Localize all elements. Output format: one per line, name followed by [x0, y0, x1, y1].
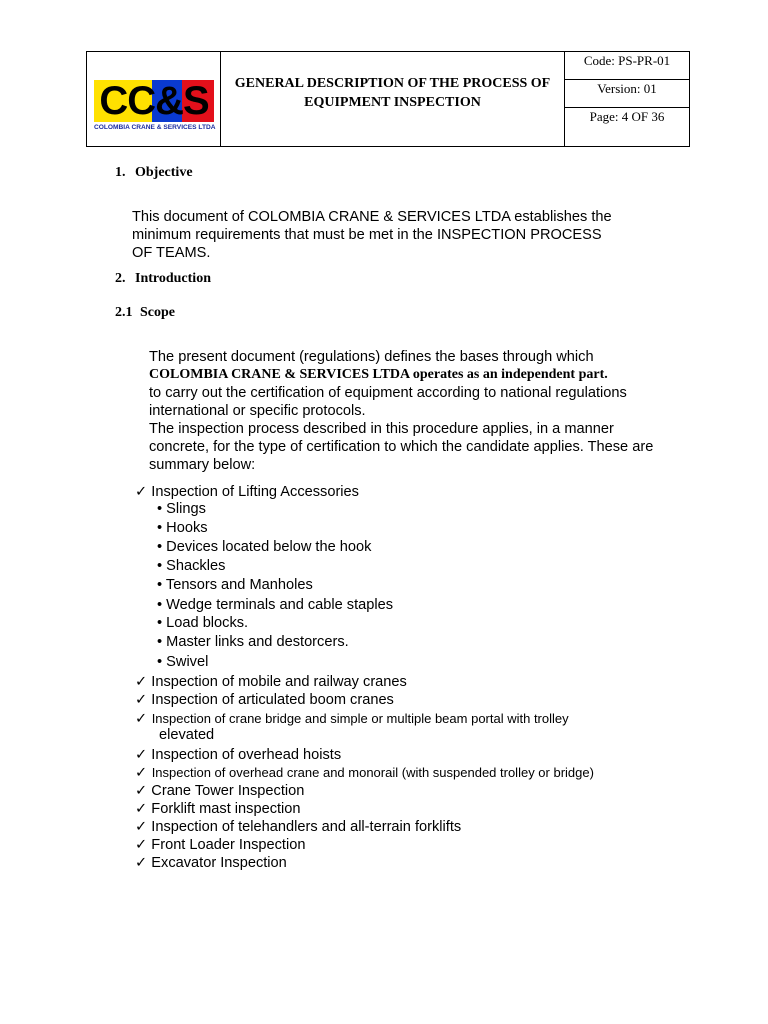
title-line-1: GENERAL DESCRIPTION OF THE PROCESS OF: [234, 76, 551, 91]
company-logo: [94, 80, 214, 134]
bullet-icon: •: [157, 520, 167, 536]
title-cell: [221, 52, 565, 146]
sub-list-item: • Shackles: [157, 558, 226, 574]
scope-line-2-bold: COLOMBIA CRANE & SERVICES LTDA operates as an independent part.: [149, 367, 608, 382]
check-icon: ✓: [135, 783, 148, 799]
bullet-icon: •: [157, 577, 166, 593]
list-item: ✓ Crane Tower Inspection: [135, 783, 305, 799]
logo-text: CC&S: [99, 79, 209, 123]
section-1-heading: Objective: [135, 165, 193, 180]
section-2-1-heading: Scope: [140, 305, 175, 320]
sub-list-item: • Master links and destorcers.: [157, 634, 349, 650]
sub-list-item: • Slings: [157, 501, 206, 517]
bullet-icon: •: [157, 654, 167, 670]
section-2-1-number: 2.1: [115, 305, 133, 320]
check-icon: ✓: [135, 747, 148, 763]
meta-cell: [565, 52, 689, 146]
document-title: [235, 74, 550, 112]
list-item-label: Inspection of Lifting Accessories: [151, 484, 359, 500]
list-item: ✓ Inspection of articulated boom cranes: [135, 692, 394, 708]
objective-line-1: This document of COLOMBIA CRANE & SERVICES LTDA establishes the: [132, 209, 612, 225]
sub-list-item: • Wedge terminals and cable staples: [157, 597, 394, 613]
list-item: ✓ Inspection of overhead crane and monorail (with suspended trolley or bridge): [135, 765, 594, 781]
document-code: Code: PS-PR-01: [565, 52, 689, 80]
section-2-heading: Introduction: [135, 271, 211, 286]
list-item: ✓ Inspection of overhead hoists: [135, 747, 342, 763]
bullet-icon: •: [157, 597, 167, 613]
bullet-icon: •: [157, 501, 167, 517]
sub-list-item: • Swivel: [157, 654, 209, 670]
bullet-icon: •: [157, 615, 167, 631]
logo-subtitle: COLOMBIA CRANE & SERVICES LTDA: [94, 124, 216, 131]
check-icon: ✓: [135, 837, 148, 853]
sub-list-item: • Hooks: [157, 520, 208, 536]
objective-line-3: OF TEAMS.: [132, 245, 211, 261]
check-icon: ✓: [135, 711, 148, 727]
check-icon: ✓: [135, 855, 148, 871]
objective-line-2: minimum requirements that must be met in the INSPECTION PROCESS: [132, 227, 602, 243]
sub-list-item: • Load blocks.: [157, 615, 249, 631]
check-icon: ✓: [135, 692, 148, 708]
check-icon: ✓: [135, 819, 148, 835]
list-item: ✓ Inspection of mobile and railway cranes: [135, 674, 407, 690]
scope-line-1: The present document (regulations) defines the bases through which: [149, 349, 594, 365]
check-icon: ✓: [135, 765, 148, 781]
list-item: ✓ Excavator Inspection: [135, 855, 287, 871]
scope-line-4: international or specific protocols.: [149, 403, 366, 419]
scope-line-3: to carry out the certification of equipment according to national regulations: [149, 385, 627, 401]
check-icon: ✓: [135, 801, 148, 817]
section-2-number: 2.: [115, 271, 126, 286]
page-number: Page: 4 OF 36: [589, 109, 665, 124]
document-header: [86, 51, 690, 147]
bullet-icon: •: [157, 558, 167, 574]
list-item: ✓ Forklift mast inspection: [135, 801, 301, 817]
logo-cell: [87, 52, 221, 146]
list-item: ✓ Inspection of crane bridge and simple or multiple beam portal with trolley: [135, 711, 569, 727]
sub-list-item: • Tensors and Manholes: [157, 577, 313, 593]
check-icon: ✓: [135, 674, 148, 690]
section-1-number: 1.: [115, 165, 126, 180]
title-line-2: EQUIPMENT INSPECTION: [304, 95, 481, 110]
scope-line-7: summary below:: [149, 457, 256, 473]
list-item: ✓ Front Loader Inspection: [135, 837, 306, 853]
sub-list-item: • Devices located below the hook: [157, 539, 372, 555]
list-item-continuation: elevated: [159, 727, 215, 743]
list-item: [135, 483, 359, 501]
bullet-icon: •: [157, 634, 167, 650]
scope-line-5: The inspection process described in this procedure applies, in a manner: [149, 421, 614, 437]
bullet-icon: •: [157, 539, 167, 555]
scope-line-6: concrete, for the type of certification to which the candidate applies. These are: [149, 439, 654, 455]
list-item: ✓ Inspection of telehandlers and all-terrain forklifts: [135, 819, 462, 835]
check-icon: ✓: [135, 484, 148, 500]
document-version: Version: 01: [565, 80, 689, 108]
